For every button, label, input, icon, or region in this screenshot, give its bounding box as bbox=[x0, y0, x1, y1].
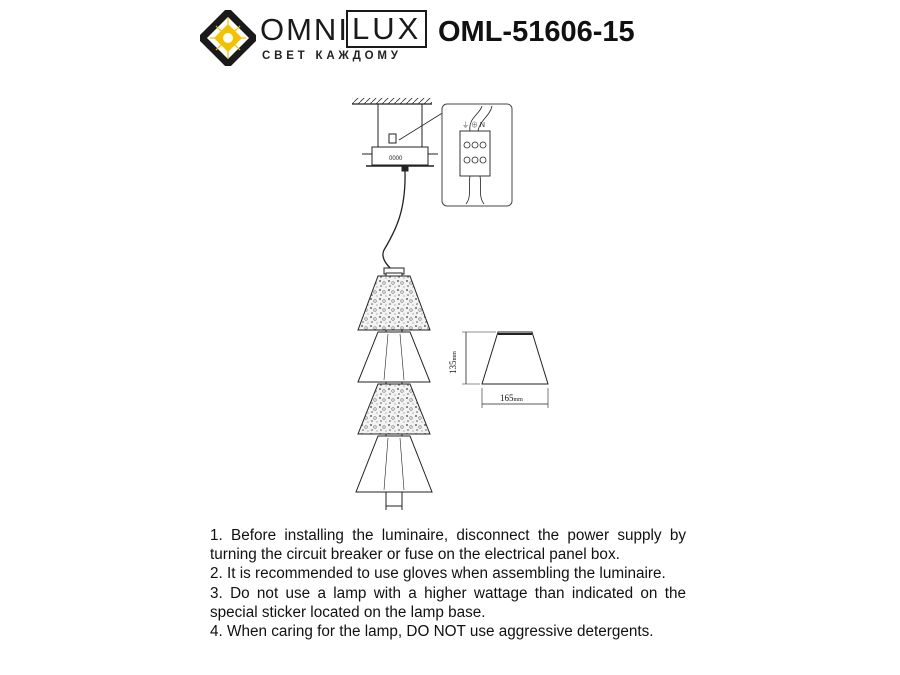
height-dimension-value: 135 bbox=[448, 360, 458, 374]
brand-name-lux: LUX bbox=[346, 10, 427, 48]
instruction-item: 2. It is recommended to use gloves when assembling the luminaire. bbox=[210, 565, 666, 583]
header bbox=[200, 8, 660, 68]
height-dimension-unit: mm bbox=[452, 351, 458, 361]
svg-text:0000: 0000 bbox=[389, 156, 403, 162]
model-number: OML-51606-15 bbox=[438, 16, 635, 48]
instruction-item: 1. Before installing the luminaire, disconnect the power supply by turning the circuit breaker or fuse on the electrical panel box. bbox=[210, 527, 686, 564]
width-dimension-value: 165 bbox=[500, 393, 514, 403]
pendant-luminaire bbox=[356, 268, 432, 510]
ceiling bbox=[352, 98, 432, 104]
omnilux-logo-icon bbox=[200, 10, 256, 66]
mounting-bracket bbox=[362, 104, 438, 171]
suspension-cable bbox=[383, 171, 405, 270]
brand-name-omni: OMNI bbox=[260, 12, 349, 47]
instruction-item: 4. When caring for the lamp, DO NOT use aggressive detergents. bbox=[210, 623, 654, 641]
safety-instructions bbox=[210, 526, 686, 641]
terminal-labels: ⏚ ⊕ N bbox=[462, 122, 485, 129]
instruction-item: 3. Do not use a lamp with a higher wattage than indicated on the special sticker located on the lamp base. bbox=[210, 584, 686, 621]
brand-tagline: СВЕТ КАЖДОМУ bbox=[262, 50, 402, 62]
width-dimension-unit: mm bbox=[513, 397, 523, 403]
installation-diagram bbox=[340, 90, 580, 510]
height-dimension-label bbox=[448, 350, 472, 374]
width-dimension-label bbox=[500, 393, 523, 403]
